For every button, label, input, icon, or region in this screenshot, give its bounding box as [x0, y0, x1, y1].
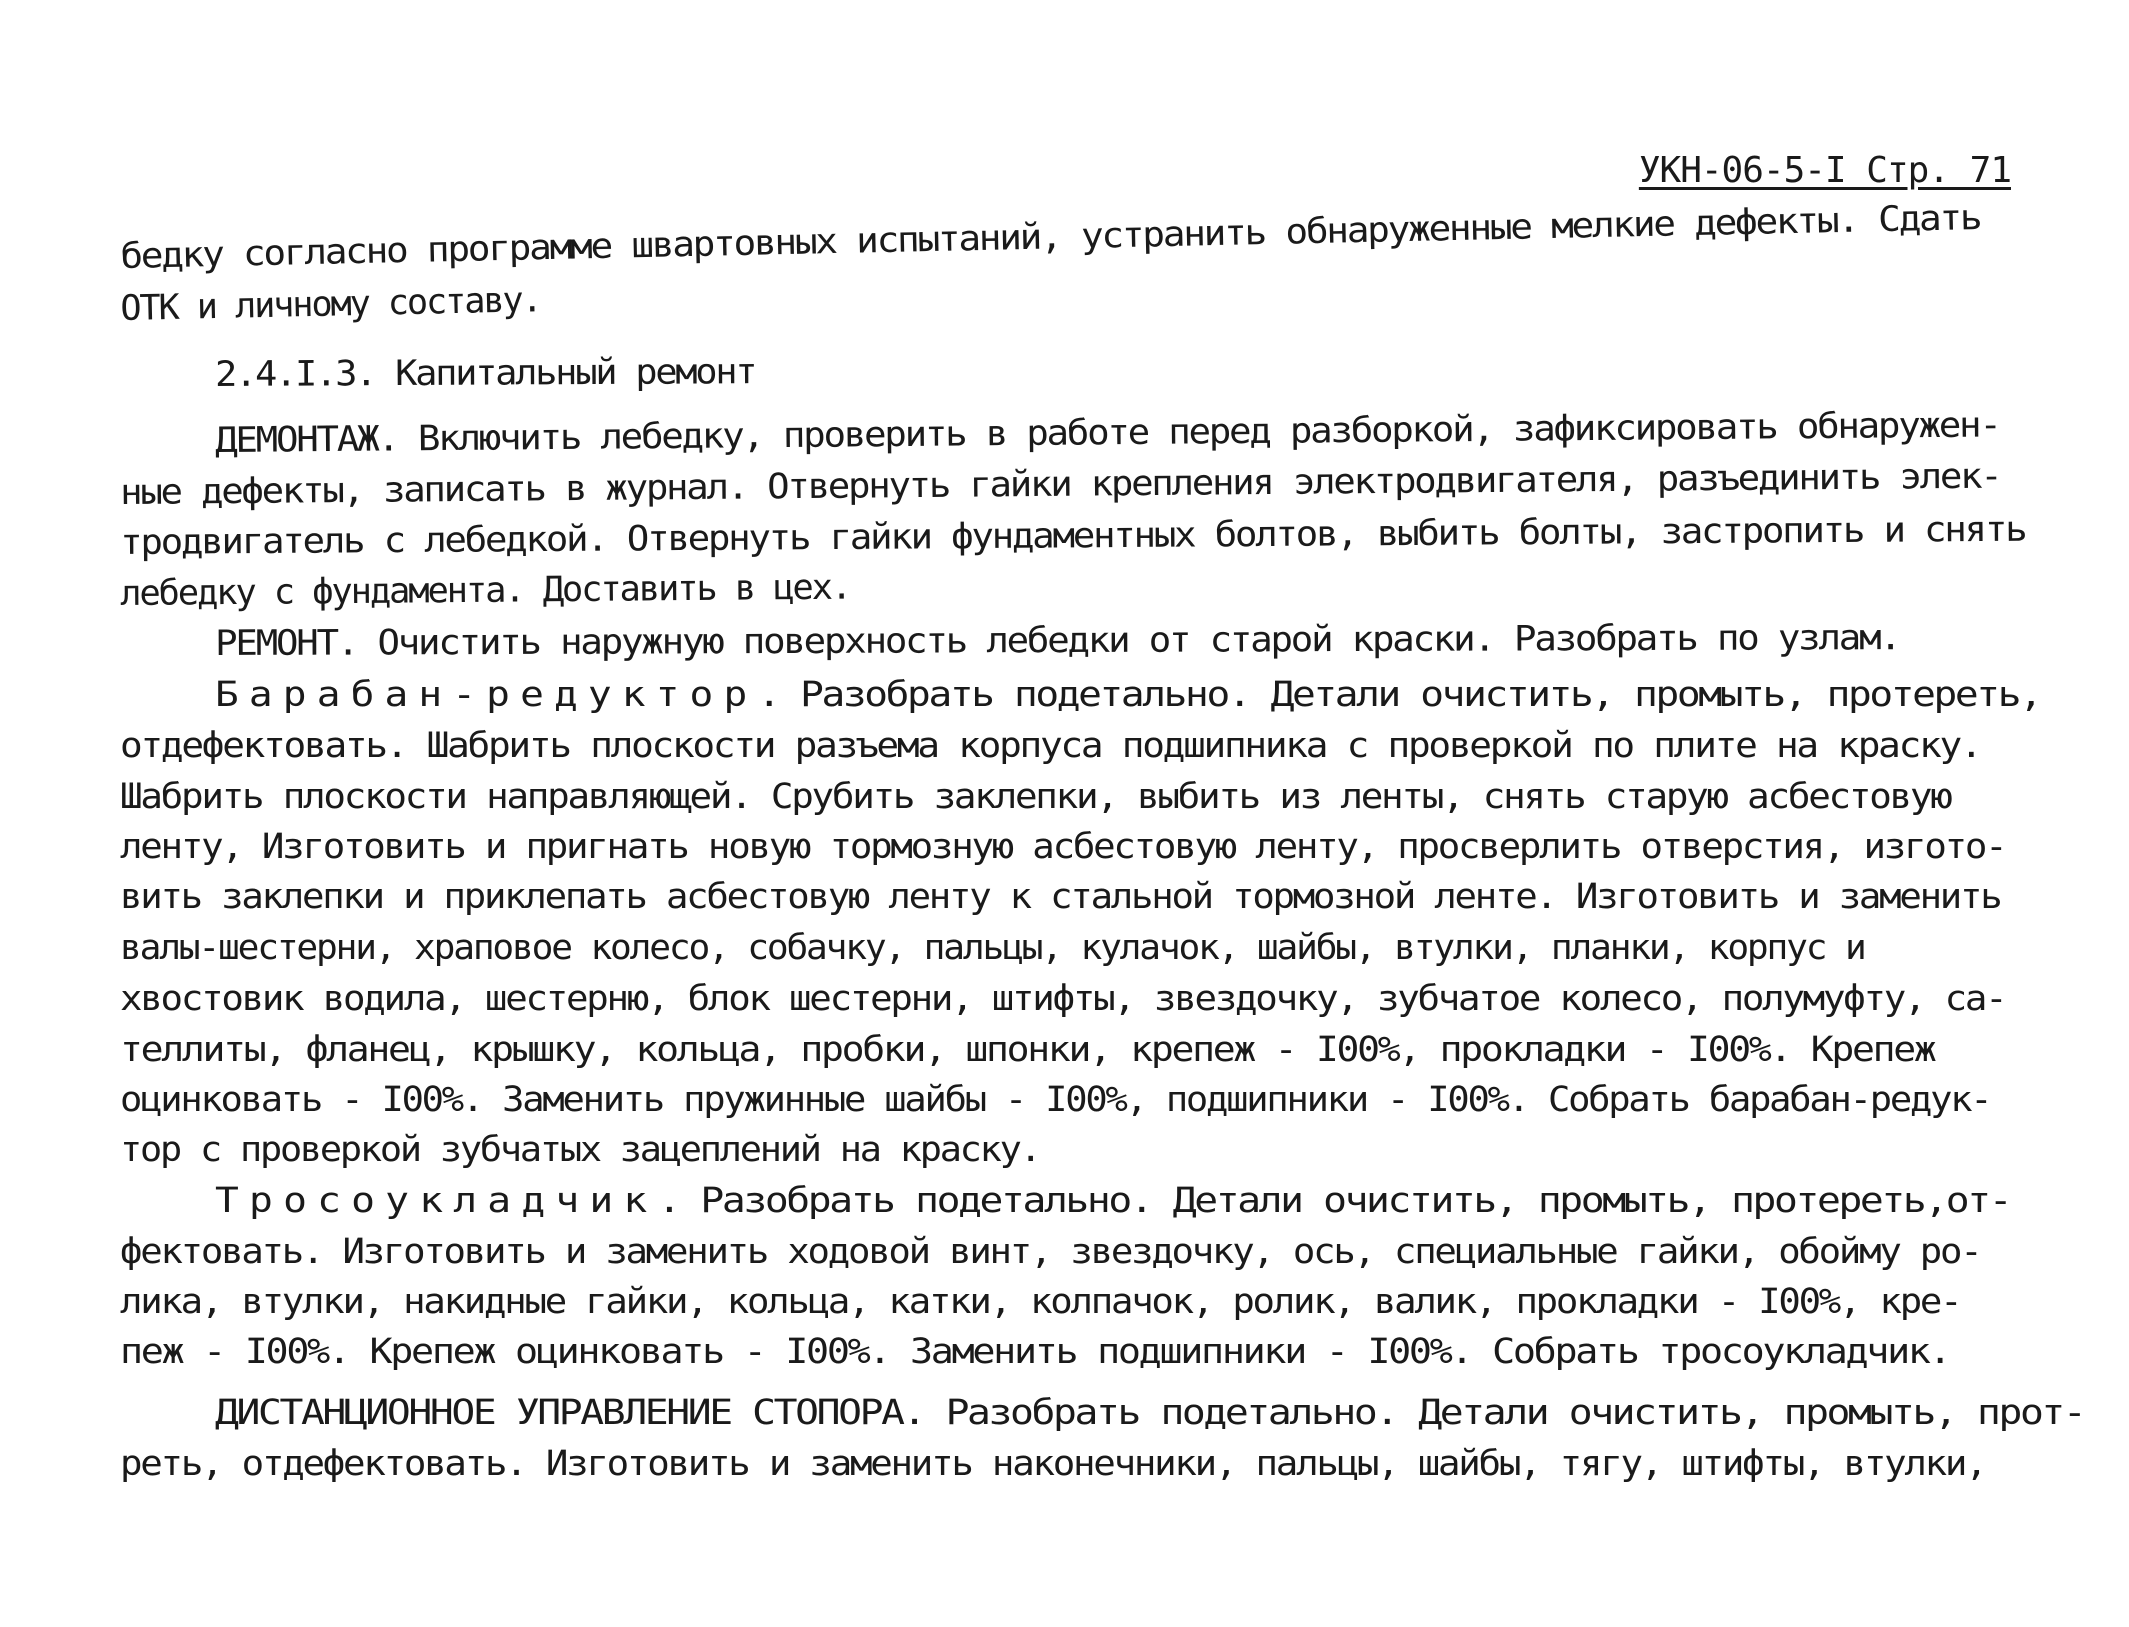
- text-line: [119, 567, 851, 614]
- text-line: [215, 675, 2041, 715]
- line-segment: фектовать. Изготовить и заменить ходовой винт, звездочку, ось, специальные гайки, обойму ро-: [120, 1232, 1981, 1272]
- line-segment: лика, втулки, накидные гайки, кольца, катки, колпачок, ролик, валик, прокладки - I00%, кре-: [120, 1282, 1961, 1322]
- text-line: [120, 1130, 1040, 1170]
- text-line: [120, 877, 2001, 917]
- line-segment: хвостовик водила, шестерню, блок шестерни, штифты, звездочку, зубчатое колесо, полумуфту, са-: [120, 979, 2006, 1019]
- page-header: УКН-06-5-I Стр. 71: [1638, 150, 2011, 191]
- line-segment: 2.4.I.3. Капитальный ремонт: [214, 352, 756, 395]
- spaced-heading: Барабан-редуктор: [215, 675, 758, 715]
- text-line: [120, 1282, 1961, 1322]
- line-segment: ДЕМОНТАЖ. Включить лебедку, проверить в работе перед разборкой, зафиксировать обнаружен-: [214, 405, 2000, 461]
- line-segment: теллиты, фланец, крышку, кольца, пробки, шпонки, крепеж - I00%, прокладки - I00%. Крепеж: [120, 1030, 1935, 1070]
- text-line: [119, 509, 2026, 563]
- text-line: [120, 1232, 1981, 1272]
- text-line: [215, 1181, 2011, 1221]
- line-segment: валы-шестерни, храповое колесо, собачку, пальцы, кулачок, шайбы, втулки, планки, корпус и: [120, 928, 1865, 968]
- line-segment: бедку согласно программе швартовных испытаний, устранить обнаруженные мелкие дефекты. Сдать: [119, 198, 1981, 277]
- line-segment: пеж - I00%. Крепеж оцинковать - I00%. Заменить подшипники - I00%. Собрать тросоукладчик.: [120, 1332, 1950, 1372]
- line-segment: ные дефекты, записать в журнал. Отвернуть гайки крепления электродвигателя, разъединить элек-: [119, 456, 2001, 513]
- line-segment: . Разобрать подетально. Детали очистить, промыть, протереть,от-: [657, 1181, 2011, 1221]
- text-line: [120, 777, 1951, 817]
- line-segment: ОТК и личному составу.: [119, 280, 542, 329]
- line-segment: . Разобрать подетально. Детали очистить, промыть, протереть,: [757, 675, 2041, 715]
- text-line: [120, 726, 1981, 766]
- text-line: [120, 1030, 1935, 1070]
- text-line: [120, 928, 1865, 968]
- line-segment: оцинковать - I00%. Заменить пружинные шайбы - I00%, подшипники - I00%. Собрать барабан-редук-: [120, 1080, 1991, 1120]
- text-line: [120, 979, 2006, 1019]
- text-line: [215, 1393, 2085, 1433]
- text-line: [120, 1080, 1991, 1120]
- text-line: [119, 456, 2001, 513]
- line-segment: РЕМОНТ. Очистить наружную поверхность лебедки от старой краски. Разобрать по узлам.: [214, 618, 1900, 664]
- line-segment: вить заклепки и приклепать асбестовую ленту к стальной тормозной ленте. Изготовить и заменить: [120, 877, 2001, 917]
- line-segment: ленту, Изготовить и пригнать новую тормозную асбестовую ленту, просверлить отверстия, изгото-: [120, 827, 2006, 867]
- line-segment: тор с проверкой зубчатых зацеплений на краску.: [120, 1130, 1040, 1170]
- text-line: [120, 827, 2006, 867]
- line-segment: отдефектовать. Шабрить плоскости разъема корпуса подшипника с проверкой по плите на краску.: [120, 726, 1981, 766]
- line-segment: тродвигатель с лебедкой. Отвернуть гайки фундаментных болтов, выбить болты, застропить и снять: [119, 509, 2026, 563]
- line-segment: ДИСТАНЦИОННОЕ УПРАВЛЕНИЕ СТОПОРА. Разобрать подетально. Детали очистить, промыть, прот-: [215, 1393, 2085, 1433]
- line-segment: реть, отдефектовать. Изготовить и заменить наконечники, пальцы, шайбы, тягу, штифты, втулки,: [120, 1444, 1986, 1484]
- text-line: [119, 198, 1981, 277]
- spaced-heading: Тросоукладчик: [215, 1181, 658, 1221]
- text-line: [214, 618, 1900, 664]
- text-line: [120, 1332, 1950, 1372]
- text-line: [214, 405, 2000, 461]
- line-segment: лебедку с фундамента. Доставить в цех.: [119, 567, 851, 614]
- text-line: [214, 352, 756, 395]
- line-segment: Шабрить плоскости направляющей. Срубить заклепки, выбить из ленты, снять старую асбестовую: [120, 777, 1951, 817]
- text-line: [120, 1444, 1986, 1484]
- text-line: [119, 280, 542, 329]
